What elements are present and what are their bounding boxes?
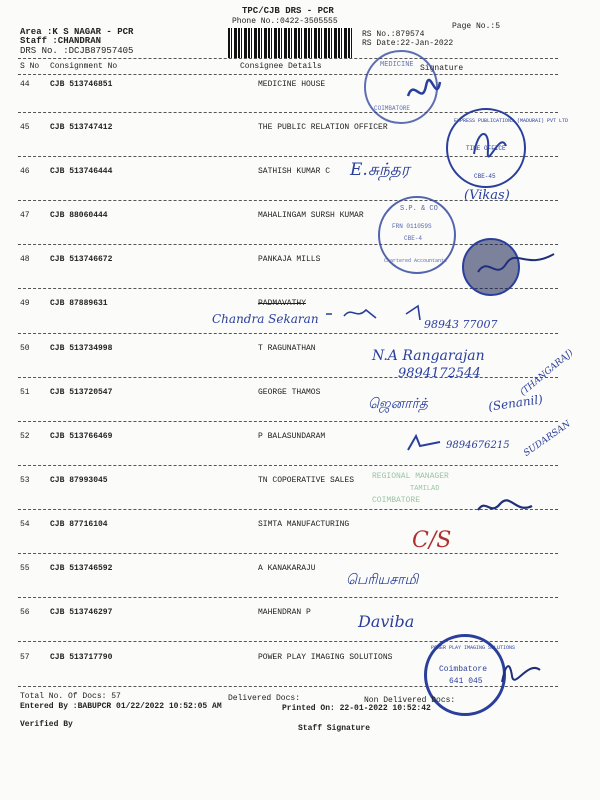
handwriting-54: C/S xyxy=(412,528,452,553)
row-consignment: CJB 513746297 xyxy=(50,608,113,617)
signature-53-icon xyxy=(476,496,536,518)
row-sno: 55 xyxy=(20,564,30,573)
row-consignee: PADMAVATHY xyxy=(258,299,307,308)
header-divider xyxy=(18,58,558,59)
row-consignee: MAHENDRAN P xyxy=(258,608,311,617)
row-sno: 48 xyxy=(20,255,30,264)
row-consignment: CJB 513746592 xyxy=(50,564,113,573)
row-consignee: P BALASUNDARAM xyxy=(258,432,326,441)
table-row xyxy=(0,80,600,100)
handwriting-47: (Vikas) xyxy=(464,188,510,203)
table-row xyxy=(0,432,600,452)
col-consignee: Consignee Details xyxy=(240,62,322,71)
row-consignee: GEORGE THAMOS xyxy=(258,388,321,397)
signature-48-icon xyxy=(476,250,556,286)
row-sno: 46 xyxy=(20,167,30,176)
drs-number: DRS No. :DCJB87957405 xyxy=(20,46,134,56)
row-consignee: THE PUBLIC RELATION OFFICER xyxy=(258,123,388,132)
row-sno: 47 xyxy=(20,211,30,220)
table-row xyxy=(0,564,600,584)
verified-by: Verified By xyxy=(20,720,73,729)
row-consignment: CJB 87993045 xyxy=(50,476,108,485)
table-row xyxy=(0,476,600,496)
signature-52-icon xyxy=(404,428,444,454)
handwriting-50: N.A Rangarajan xyxy=(372,348,485,364)
row-consignment: CJB 87716104 xyxy=(50,520,108,529)
row-divider xyxy=(18,553,558,554)
chartered-accountants-stamp: S.P. & CO FRN 011059S CBE-4 Chartered Accountants xyxy=(378,196,456,274)
row-consignment: CJB 513734998 xyxy=(50,344,113,353)
signature-44-icon xyxy=(404,76,444,110)
row-consignment: CJB 513746672 xyxy=(50,255,113,264)
table-row xyxy=(0,520,600,540)
handwriting-52-phone: 9894676215 xyxy=(446,440,510,451)
phone-number: Phone No.:0422-3505555 xyxy=(232,17,338,26)
row-consignment: CJB 87889631 xyxy=(50,299,108,308)
column-divider xyxy=(18,74,558,75)
row-sno: 51 xyxy=(20,388,30,397)
rs-date: RS Date:22-Jan-2022 xyxy=(362,39,454,48)
barcode xyxy=(228,28,352,58)
row-sno: 57 xyxy=(20,653,30,662)
row-sno: 56 xyxy=(20,608,30,617)
col-consignment: Consignment No xyxy=(50,62,118,71)
handwriting-49-name: Chandra Sekaran xyxy=(212,312,319,326)
page-number: Page No.:5 xyxy=(452,22,501,31)
row-consignment: CJB 88060444 xyxy=(50,211,108,220)
row-consignee: MAHALINGAM SURSH KUMAR xyxy=(258,211,364,220)
row-divider xyxy=(18,597,558,598)
medicine-house-stamp: MEDICINE COIMBATORE xyxy=(364,50,438,124)
row-consignee: A KANAKARAJU xyxy=(258,564,316,573)
row-consignee: MEDICINE HOUSE xyxy=(258,80,326,89)
power-play-stamp: POWER PLAY IMAGING SOLUTIONS Coimbatore 641 045 xyxy=(424,634,506,716)
row-consignee: SATHISH KUMAR C xyxy=(258,167,331,176)
rs-number: RS No.:879574 xyxy=(362,30,425,39)
row-sno: 45 xyxy=(20,123,30,132)
drs-title: TPC/CJB DRS - PCR xyxy=(242,6,334,16)
row-consignee: TN COPOERATIVE SALES xyxy=(258,476,355,485)
handwriting-46: E.சுந்தர xyxy=(350,160,410,180)
row-consignee: PANKAJA MILLS xyxy=(258,255,321,264)
handwriting-49-phone: 98943 77007 xyxy=(424,318,498,331)
regional-manager-stamp: REGIONAL MANAGER TAMILAD COIMBATORE xyxy=(372,472,449,505)
col-signature: Signature xyxy=(420,64,464,73)
row-consignment: CJB 513746444 xyxy=(50,167,113,176)
handwriting-51: ஜெனார்த் xyxy=(368,396,428,412)
signature-45-icon xyxy=(470,124,510,160)
printed-on: Printed On: 22-01-2022 10:52:42 xyxy=(282,704,431,713)
row-consignment: CJB 513747412 xyxy=(50,123,113,132)
staff-label: Staff :CHANDRAN xyxy=(20,36,102,46)
staff-signature: Staff Signature xyxy=(298,724,371,733)
row-sno: 50 xyxy=(20,344,30,353)
row-divider xyxy=(18,465,558,466)
table-row xyxy=(0,211,600,231)
handwriting-55: பெரியசாமி xyxy=(346,572,419,588)
col-sno: S No xyxy=(20,62,40,71)
row-divider xyxy=(18,421,558,422)
delivered-docs: Delivered Docs: xyxy=(228,694,301,703)
table-row xyxy=(0,344,600,364)
row-sno: 54 xyxy=(20,520,30,529)
handwriting-50-extra: (THANGARAJ) xyxy=(518,348,576,398)
row-sno: 44 xyxy=(20,80,30,89)
row-consignee: SIMTA MANUFACTURING xyxy=(258,520,350,529)
row-consignment: CJB 513720547 xyxy=(50,388,113,397)
express-publications-stamp: EXPRESS PUBLICATIONS (MADURAI) PVT LTD TIME OFFICE CBE-45 xyxy=(446,108,526,188)
row-consignment: CJB 513766469 xyxy=(50,432,113,441)
row-consignment: CJB 513746851 xyxy=(50,80,113,89)
row-sno: 53 xyxy=(20,476,30,485)
entered-by: Entered By :BABUPCR 01/22/2022 10:52:05 AM xyxy=(20,702,222,711)
row-consignee: T RAGUNATHAN xyxy=(258,344,316,353)
non-delivered-docs: Non Delivered Docs: xyxy=(364,696,456,705)
row-sno: 49 xyxy=(20,299,30,308)
row-consignee: POWER PLAY IMAGING SOLUTIONS xyxy=(258,653,393,662)
signature-57-icon xyxy=(498,656,544,686)
handwriting-52-name: SUDARSAN xyxy=(522,419,573,459)
handwriting-51-name: (Senanil) xyxy=(487,392,544,414)
row-divider xyxy=(18,333,558,334)
handwriting-56: Daviba xyxy=(358,612,415,631)
row-consignment: CJB 513717790 xyxy=(50,653,113,662)
total-docs: Total No. Of Docs: 57 xyxy=(20,692,121,701)
area-label: Area :K S NAGAR - PCR xyxy=(20,27,134,37)
row-sno: 52 xyxy=(20,432,30,441)
handwriting-50-phone: 9894172544 xyxy=(398,366,481,381)
table-row xyxy=(0,608,600,628)
